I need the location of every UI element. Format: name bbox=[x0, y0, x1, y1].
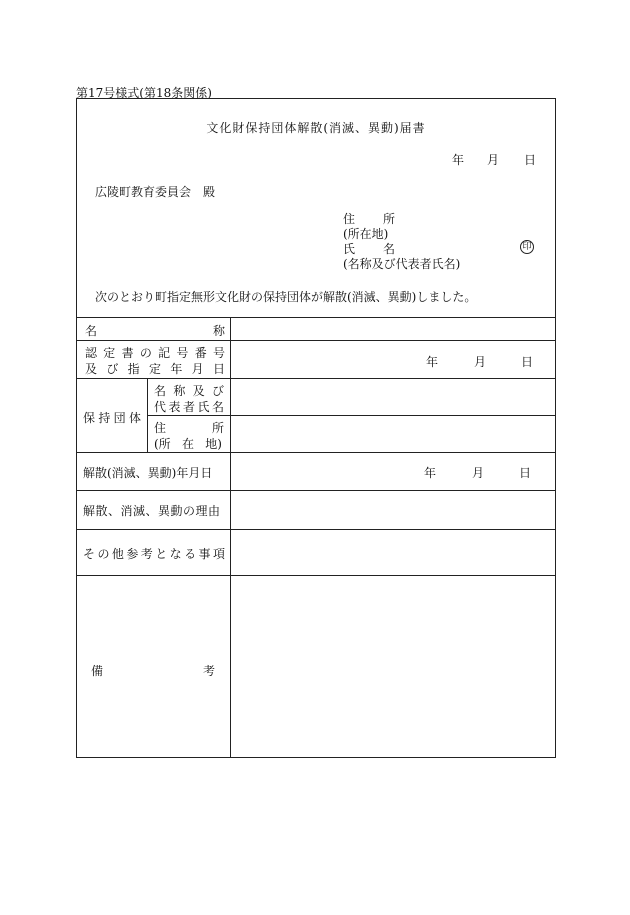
addr-label-line2: (所 在 地) bbox=[154, 437, 222, 451]
other-value-field[interactable] bbox=[233, 531, 553, 574]
address-sub-label: (所在地) bbox=[343, 227, 389, 241]
header-date-month: 月 bbox=[487, 153, 500, 167]
seal-icon: 印 bbox=[520, 240, 534, 254]
cert-label-line1: 認 定 書 の 記 号 番 号 bbox=[85, 346, 225, 360]
rep-value-field[interactable] bbox=[233, 380, 553, 414]
cert-day: 日 bbox=[521, 355, 534, 369]
dissolve-month: 月 bbox=[472, 466, 485, 480]
cert-month: 月 bbox=[474, 355, 487, 369]
remarks-label: 備 考 bbox=[91, 664, 215, 678]
statement: 次のとおり町指定無形文化財の保持団体が解散(消滅、異動)しました。 bbox=[95, 290, 477, 304]
dissolve-year: 年 bbox=[424, 466, 437, 480]
remarks-value-field[interactable] bbox=[233, 577, 553, 755]
name-row-label: 名 称 bbox=[85, 324, 225, 338]
addr-label-line1: 住 所 bbox=[154, 421, 224, 435]
dissolve-date-label: 解散(消滅、異動)年月日 bbox=[83, 466, 213, 480]
header-date-year: 年 bbox=[452, 153, 465, 167]
name-sub-label: (名称及び代表者氏名) bbox=[343, 257, 461, 271]
form-number: 第17号様式(第18条関係) bbox=[76, 86, 212, 100]
reason-label: 解散、消滅、異動の理由 bbox=[83, 504, 221, 518]
group-label: 保 持 団 体 bbox=[83, 411, 141, 425]
cert-label-line2: 及 び 指 定 年 月 日 bbox=[85, 362, 225, 376]
reason-value-field[interactable] bbox=[233, 492, 553, 528]
rep-label-line1: 名 称 及 び bbox=[154, 384, 224, 398]
rep-label-line2: 代 表 者 氏 名 bbox=[154, 400, 224, 414]
name-label: 氏 名 bbox=[343, 242, 395, 256]
cert-year: 年 bbox=[426, 355, 439, 369]
form-title: 文化財保持団体解散(消滅、異動)届書 bbox=[206, 121, 426, 135]
name-value-field[interactable] bbox=[233, 319, 553, 339]
form-frame bbox=[76, 98, 556, 758]
addressee: 広陵町教育委員会 殿 bbox=[95, 185, 216, 199]
other-label: そ の 他 参 考 と な る 事 項 bbox=[83, 547, 225, 561]
dissolve-day: 日 bbox=[519, 466, 532, 480]
addr-value-field[interactable] bbox=[233, 417, 553, 451]
header-date-day: 日 bbox=[524, 153, 537, 167]
address-label: 住 所 bbox=[343, 212, 395, 226]
